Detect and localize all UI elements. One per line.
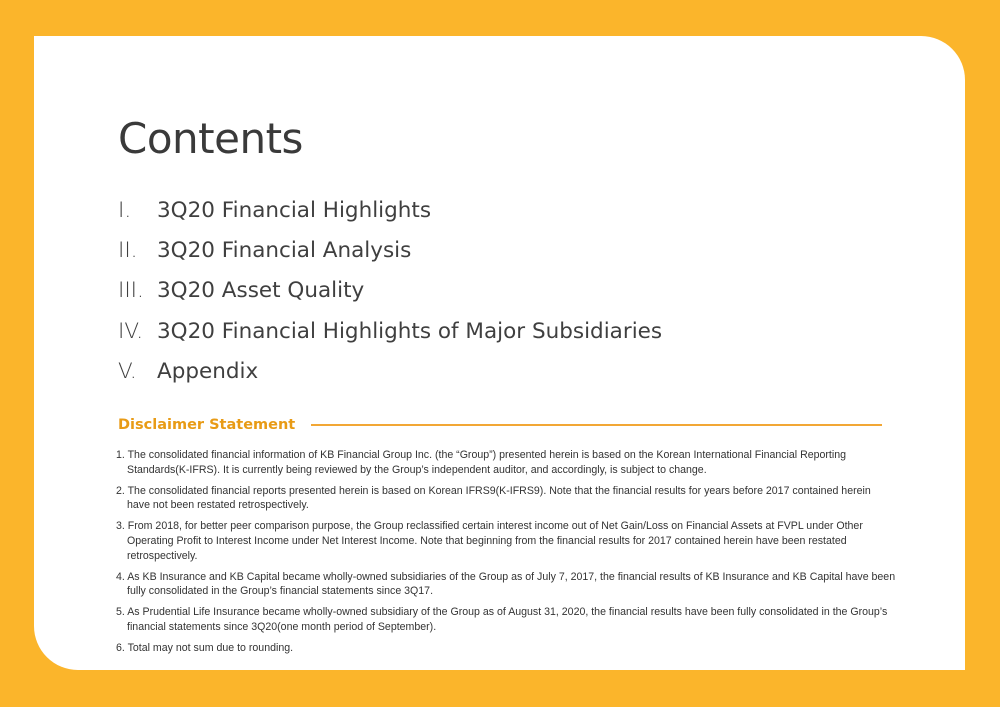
toc-item-3[interactable] — [118, 271, 662, 311]
disclaimer-item: 5. As Prudential Life Insurance became wholly-owned subsidiary of the Group as of August 31, 2020, the financial results have been fully consolidated in the Group’s financial statements since 3Q20(one month period of September). — [116, 606, 888, 633]
table-of-contents — [118, 190, 662, 391]
disclaimer-item: 4. As KB Insurance and KB Capital became wholly-owned subsidiaries of the Group as of July 7, 2017, the financial results of KB Insurance and KB Capital have been fully consolidated in the Group’s financial statements since 3Q17. — [116, 570, 896, 598]
disclaimer-header — [118, 414, 882, 436]
toc-item-5[interactable] — [118, 351, 662, 391]
toc-item-1[interactable] — [118, 190, 662, 230]
toc-item-number: II. — [118, 237, 138, 263]
toc-item-number: V. — [118, 358, 137, 384]
toc-item-label: 3Q20 Asset Quality — [157, 278, 365, 304]
disclaimer-title: Disclaimer Statement — [118, 417, 296, 433]
toc-item-2[interactable] — [118, 230, 662, 270]
toc-item-4[interactable] — [118, 311, 662, 351]
disclaimer-item: 3. From 2018, for better peer comparison purpose, the Group reclassified certain interest income out of Net Gain/Loss on Financial Assets at FVPL under Other Operating Profit to Interest Income under Net Interest Income. Note that beginning from the financial results for 2017 contained herein have been restated retrospectively. — [116, 520, 863, 562]
disclaimer-item: 6. Total may not sum due to rounding. — [116, 642, 294, 655]
toc-item-number: III. — [118, 278, 144, 304]
toc-item-label: 3Q20 Financial Highlights of Major Subsidiaries — [157, 318, 663, 344]
disclaimer-item: 2. The consolidated financial reports presented herein is based on Korean IFRS9(K-IFRS9). Note that the financial results for years before 2017 contained herein have not been restated retrospectively. — [116, 484, 871, 512]
toc-item-number: IV. — [118, 318, 144, 344]
disclaimer-item: 1. The consolidated financial information of KB Financial Group Inc. (the “Group”) presented herein is based on the Korean International Financial Reporting Standards(K-IFRS). It is currently being reviewed by the Group’s independent auditor, and accordingly, is subject to change. — [116, 449, 847, 476]
disclaimer-list — [116, 448, 896, 662]
page-title: Contents — [118, 114, 303, 163]
toc-item-number: I. — [118, 197, 132, 223]
disclaimer-divider — [311, 424, 882, 426]
toc-item-label: Appendix — [157, 358, 259, 384]
toc-item-label: 3Q20 Financial Highlights — [157, 197, 432, 223]
content-card — [34, 36, 965, 670]
toc-item-label: 3Q20 Financial Analysis — [157, 237, 412, 263]
